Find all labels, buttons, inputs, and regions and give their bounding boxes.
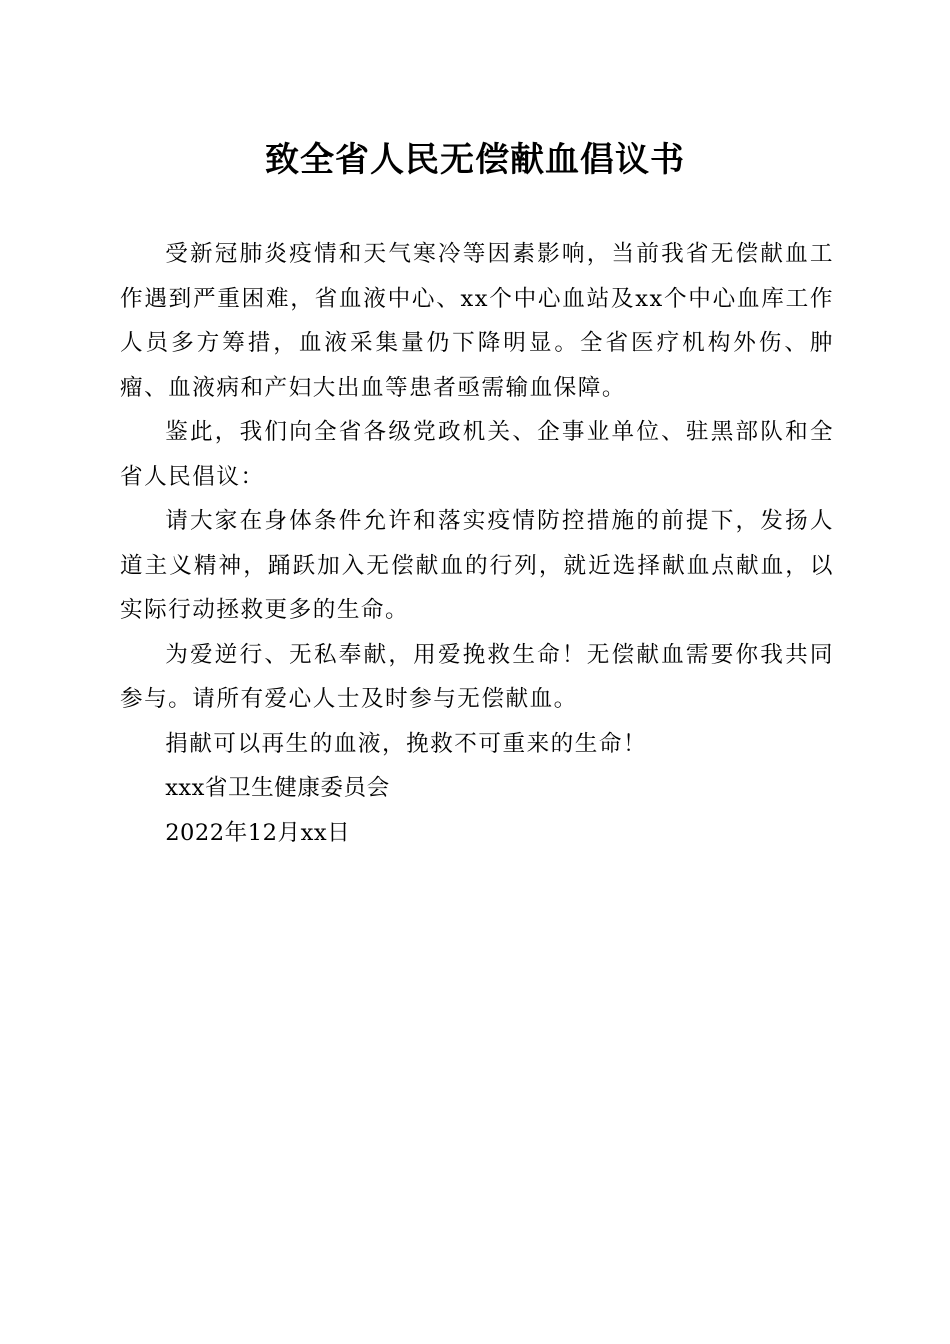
document-title: 致全省人民无偿献血倡议书	[265, 140, 685, 180]
paragraph-appeal-intro: 鉴此，我们向全省各级党政机关、企事业单位、驻黑部队和全省人民倡议：	[120, 419, 834, 490]
signature: xxx省卫生健康委员会	[165, 775, 390, 801]
paragraph-call-to-donate: 请大家在身体条件允许和落实疫情防控措施的前提下，发扬人道主义精神，踊跃加入无偿献血的行列，就近选择献血点献血，以实际行动拯救更多的生命。	[120, 508, 834, 623]
document-body	[120, 232, 834, 855]
date: 2022年12月xx日	[165, 819, 351, 846]
paragraph-slogan: 为爱逆行、无私奉献，用爱挽救生命！无偿献血需要你我共同参与。请所有爱心人士及时参与无偿献血。	[120, 641, 834, 712]
paragraph-situation: 受新冠肺炎疫情和天气寒冷等因素影响，当前我省无偿献血工作遇到严重困难，省血液中心、xx个中心血站及xx个中心血库工作人员多方筹措，血液采集量仍下降明显。全省医疗机构外伤、肿瘤、血液病和产妇大出血等患者亟需输血保障。	[120, 241, 834, 401]
paragraph-closing: 捐献可以再生的血液，挽救不可重来的生命！	[165, 730, 648, 757]
